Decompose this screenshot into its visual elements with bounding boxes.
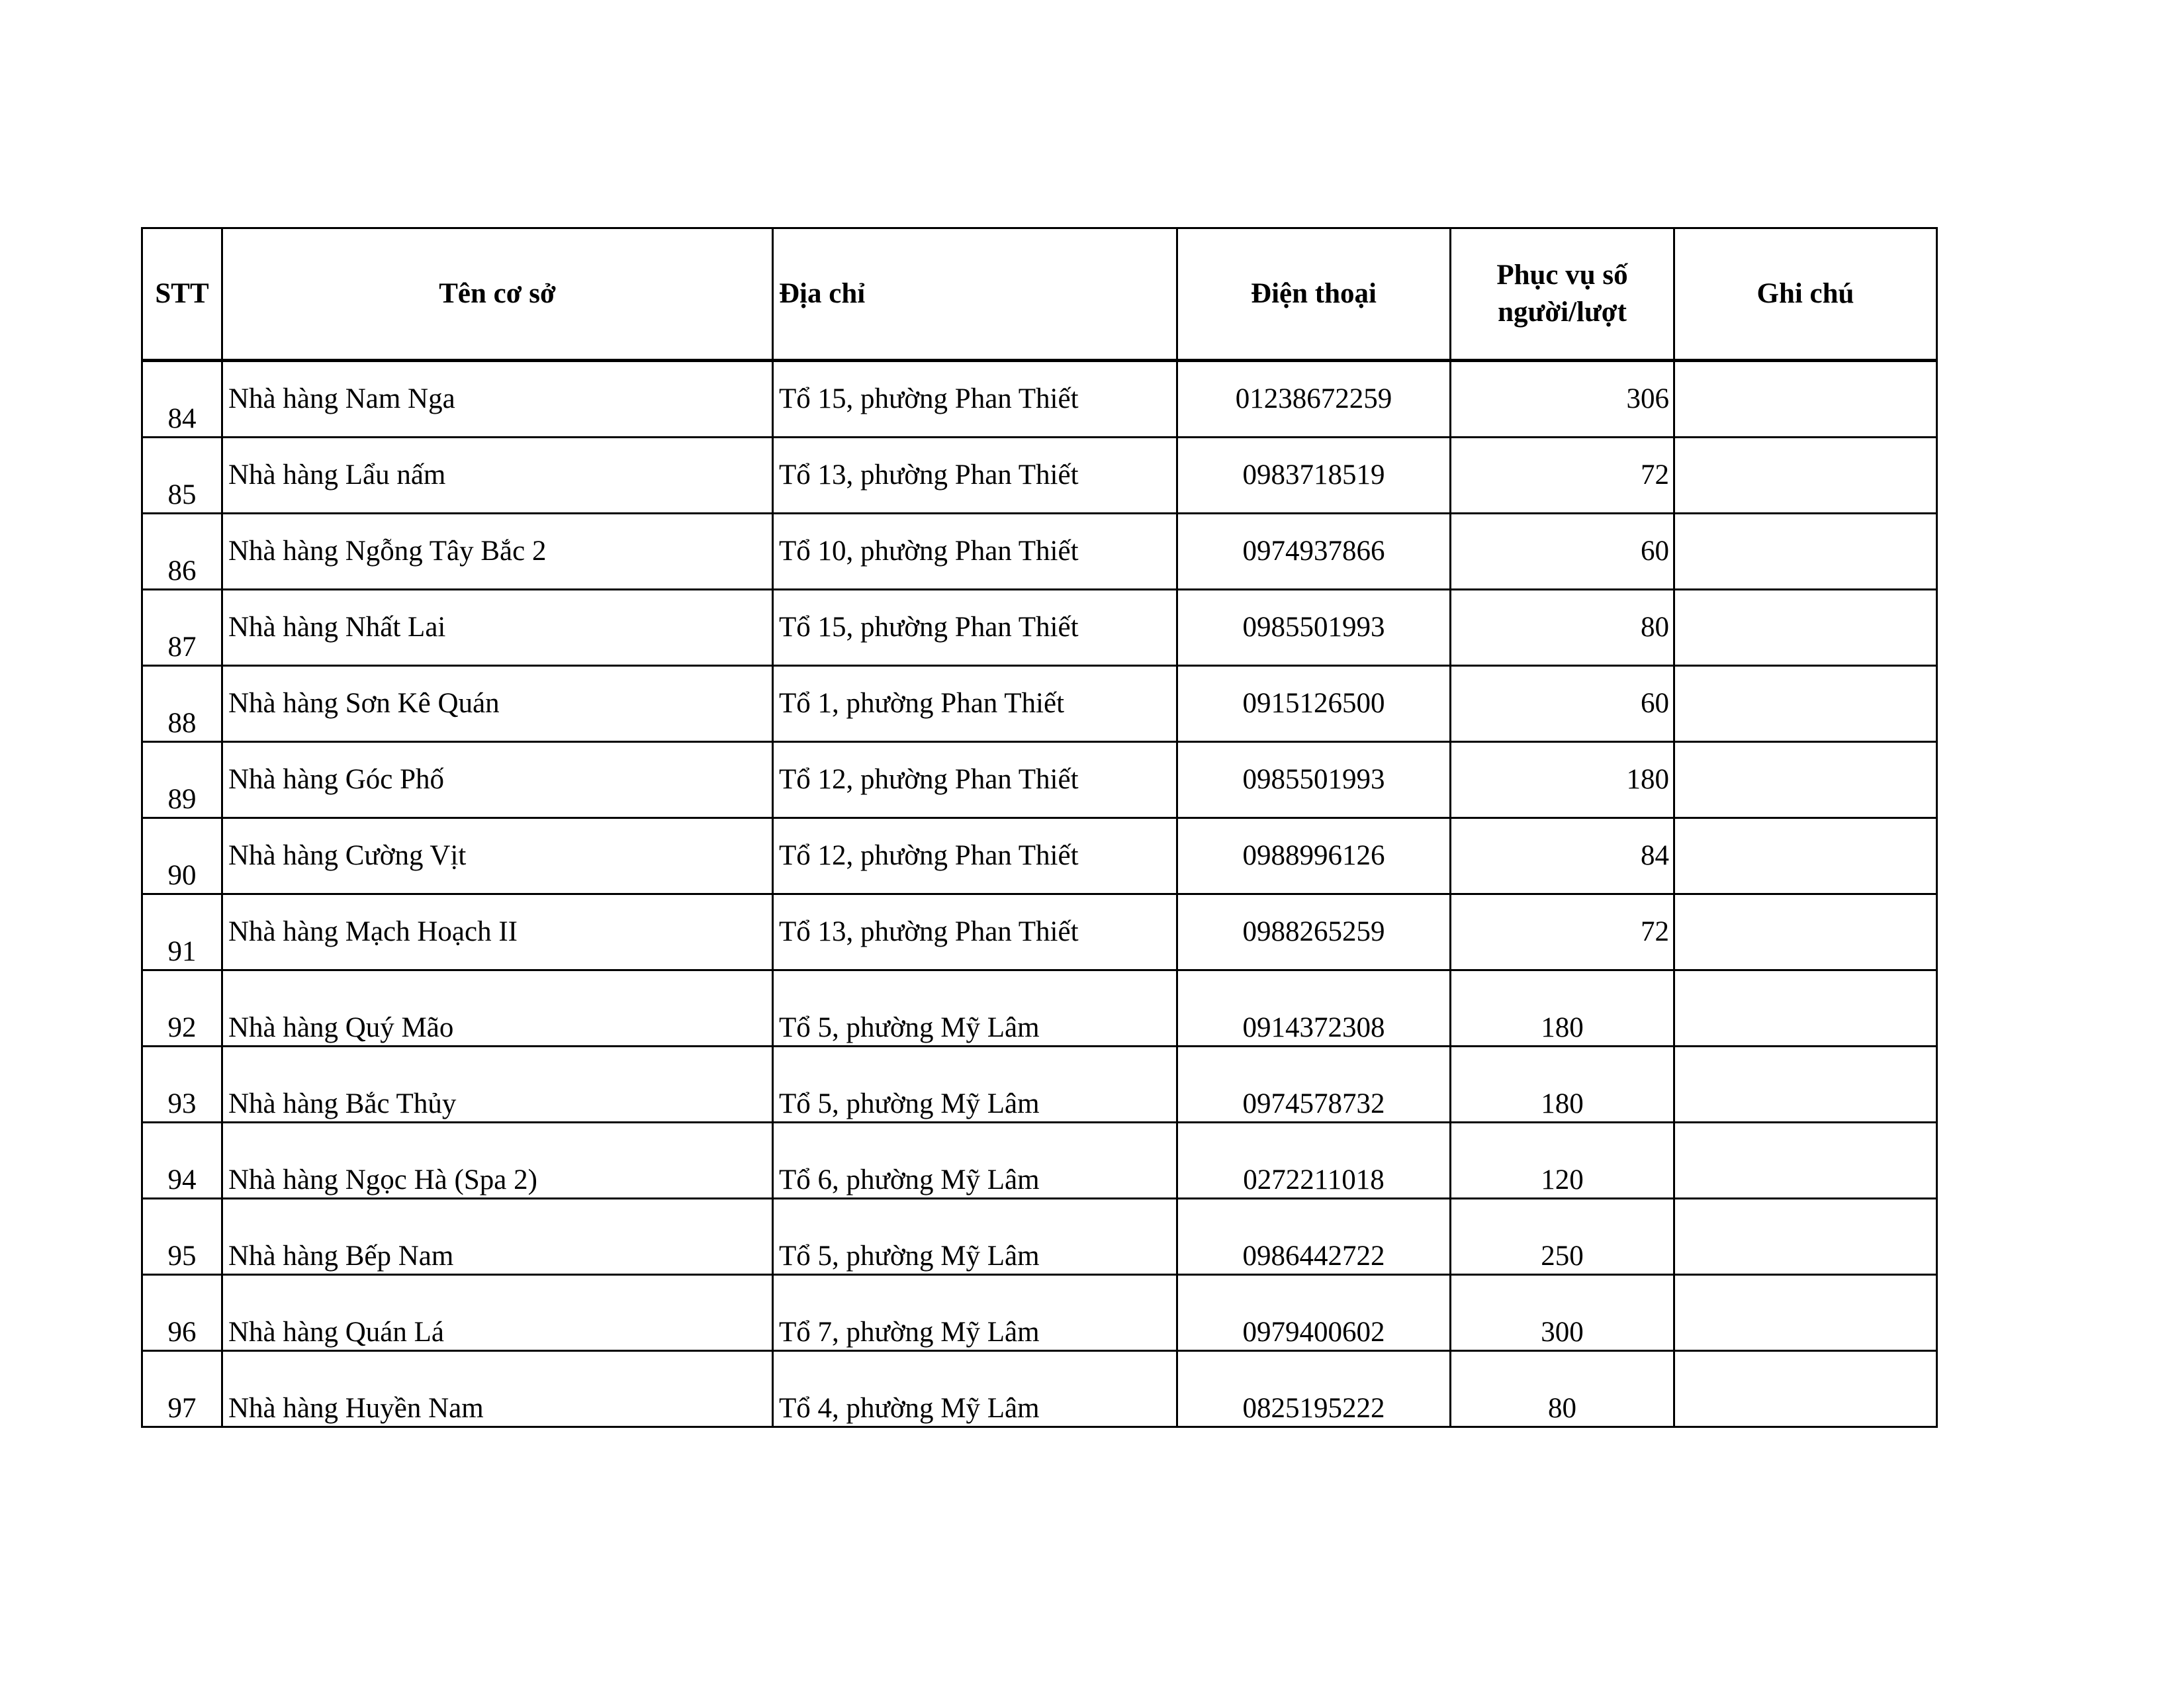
cell-address: Tổ 5, phường Mỹ Lâm: [773, 970, 1177, 1047]
cell-stt: 90: [142, 818, 222, 894]
cell-phone: 0988265259: [1177, 894, 1451, 970]
cell-address: Tổ 13, phường Phan Thiết: [773, 438, 1177, 514]
cell-phone: 0825195222: [1177, 1351, 1451, 1427]
cell-note: [1674, 361, 1937, 438]
table-row: [142, 666, 1937, 742]
table-row: [142, 742, 1937, 818]
table-row: [142, 590, 1937, 666]
cell-stt: 91: [142, 894, 222, 970]
cell-address: Tổ 7, phường Mỹ Lâm: [773, 1275, 1177, 1351]
cell-address: Tổ 4, phường Mỹ Lâm: [773, 1351, 1177, 1427]
cell-note: [1674, 590, 1937, 666]
cell-stt: 97: [142, 1351, 222, 1427]
table-header: [142, 228, 1937, 361]
table-row: [142, 1351, 1937, 1427]
cell-capacity: 80: [1451, 590, 1674, 666]
cell-name: Nhà hàng Mạch Hoạch II: [222, 894, 773, 970]
cell-capacity: 180: [1451, 970, 1674, 1047]
cell-capacity: 250: [1451, 1199, 1674, 1275]
cell-capacity: 306: [1451, 361, 1674, 438]
cell-note: [1674, 1351, 1937, 1427]
cell-note: [1674, 894, 1937, 970]
cell-address: Tổ 5, phường Mỹ Lâm: [773, 1047, 1177, 1123]
cell-phone: 0272211018: [1177, 1123, 1451, 1199]
cell-stt: 95: [142, 1199, 222, 1275]
cell-address: Tổ 10, phường Phan Thiết: [773, 514, 1177, 590]
table-row: [142, 894, 1937, 970]
cell-stt: 93: [142, 1047, 222, 1123]
cell-address: Tổ 13, phường Phan Thiết: [773, 894, 1177, 970]
cell-phone: 0915126500: [1177, 666, 1451, 742]
cell-note: [1674, 1047, 1937, 1123]
cell-note: [1674, 514, 1937, 590]
cell-capacity: 120: [1451, 1123, 1674, 1199]
cell-capacity: 72: [1451, 894, 1674, 970]
cell-name: Nhà hàng Cường Vịt: [222, 818, 773, 894]
cell-name: Nhà hàng Quý Mão: [222, 970, 773, 1047]
cell-phone: 0988996126: [1177, 818, 1451, 894]
cell-capacity: 60: [1451, 666, 1674, 742]
header-note: Ghi chú: [1674, 228, 1937, 361]
cell-note: [1674, 742, 1937, 818]
cell-note: [1674, 1275, 1937, 1351]
table-row: [142, 1123, 1937, 1199]
cell-name: Nhà hàng Bắc Thủy: [222, 1047, 773, 1123]
cell-address: Tổ 6, phường Mỹ Lâm: [773, 1123, 1177, 1199]
cell-address: Tổ 12, phường Phan Thiết: [773, 742, 1177, 818]
cell-note: [1674, 438, 1937, 514]
cell-name: Nhà hàng Nam Nga: [222, 361, 773, 438]
cell-phone: 0986442722: [1177, 1199, 1451, 1275]
cell-name: Nhà hàng Nhất Lai: [222, 590, 773, 666]
cell-name: Nhà hàng Ngỗng Tây Bắc 2: [222, 514, 773, 590]
table-row: [142, 438, 1937, 514]
cell-stt: 94: [142, 1123, 222, 1199]
cell-capacity: 180: [1451, 1047, 1674, 1123]
cell-phone: 0974578732: [1177, 1047, 1451, 1123]
header-name: Tên cơ sở: [222, 228, 773, 361]
cell-name: Nhà hàng Ngọc Hà (Spa 2): [222, 1123, 773, 1199]
cell-note: [1674, 1123, 1937, 1199]
cell-name: Nhà hàng Góc Phố: [222, 742, 773, 818]
cell-phone: 0914372308: [1177, 970, 1451, 1047]
cell-stt: 84: [142, 361, 222, 438]
table-row: [142, 818, 1937, 894]
cell-address: Tổ 5, phường Mỹ Lâm: [773, 1199, 1177, 1275]
cell-address: Tổ 15, phường Phan Thiết: [773, 590, 1177, 666]
header-phone: Điện thoại: [1177, 228, 1451, 361]
cell-stt: 86: [142, 514, 222, 590]
table-row: [142, 970, 1937, 1047]
table-row: [142, 514, 1937, 590]
cell-phone: 0985501993: [1177, 590, 1451, 666]
cell-address: Tổ 1, phường Phan Thiết: [773, 666, 1177, 742]
cell-capacity: 300: [1451, 1275, 1674, 1351]
cell-address: Tổ 15, phường Phan Thiết: [773, 361, 1177, 438]
cell-name: Nhà hàng Bếp Nam: [222, 1199, 773, 1275]
cell-name: Nhà hàng Quán Lá: [222, 1275, 773, 1351]
cell-stt: 87: [142, 590, 222, 666]
cell-capacity: 180: [1451, 742, 1674, 818]
cell-note: [1674, 666, 1937, 742]
cell-name: Nhà hàng Lẩu nấm: [222, 438, 773, 514]
cell-phone: 0985501993: [1177, 742, 1451, 818]
cell-stt: 96: [142, 1275, 222, 1351]
cell-phone: 0983718519: [1177, 438, 1451, 514]
cell-name: Nhà hàng Huyền Nam: [222, 1351, 773, 1427]
header-address: Địa chỉ: [773, 228, 1177, 361]
cell-phone: 0974937866: [1177, 514, 1451, 590]
cell-phone: 0979400602: [1177, 1275, 1451, 1351]
table-row: [142, 1199, 1937, 1275]
cell-phone: 01238672259: [1177, 361, 1451, 438]
table-row: [142, 361, 1937, 438]
cell-note: [1674, 1199, 1937, 1275]
cell-stt: 85: [142, 438, 222, 514]
cell-note: [1674, 818, 1937, 894]
header-capacity: Phục vụ số người/lượt: [1451, 228, 1674, 361]
cell-stt: 92: [142, 970, 222, 1047]
cell-capacity: 80: [1451, 1351, 1674, 1427]
cell-name: Nhà hàng Sơn Kê Quán: [222, 666, 773, 742]
cell-capacity: 84: [1451, 818, 1674, 894]
cell-capacity: 72: [1451, 438, 1674, 514]
cell-address: Tổ 12, phường Phan Thiết: [773, 818, 1177, 894]
header-stt: STT: [142, 228, 222, 361]
cell-note: [1674, 970, 1937, 1047]
cell-stt: 88: [142, 666, 222, 742]
cell-stt: 89: [142, 742, 222, 818]
cell-capacity: 60: [1451, 514, 1674, 590]
table-body: [142, 361, 1937, 1427]
table-row: [142, 1275, 1937, 1351]
table-row: [142, 1047, 1937, 1123]
header-row: [142, 228, 1937, 361]
establishments-table: [141, 227, 1938, 1428]
